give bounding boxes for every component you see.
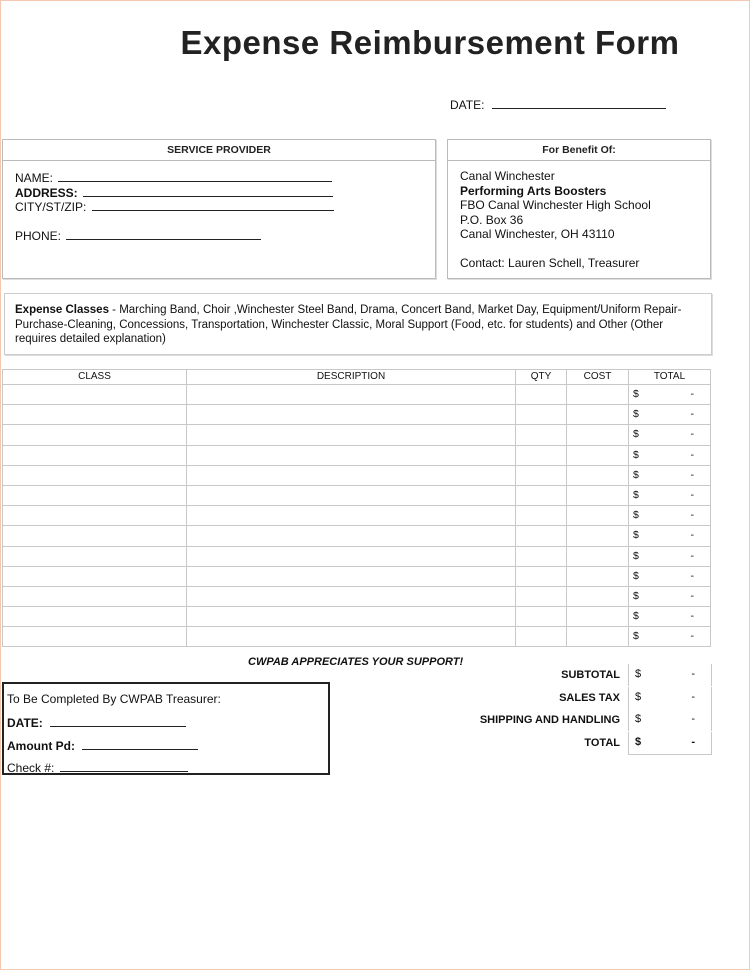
expense-classes-text xyxy=(5,294,711,347)
table-row xyxy=(3,586,711,606)
sales-tax-label: SALES TAX xyxy=(559,692,620,704)
qty-cell[interactable] xyxy=(516,465,567,485)
col-header-description: DESCRIPTION xyxy=(187,370,516,385)
address-label: ADDRESS: xyxy=(15,185,78,200)
cost-cell[interactable] xyxy=(567,627,629,647)
col-header-class: CLASS xyxy=(3,370,187,385)
total-cell[interactable] xyxy=(629,546,711,566)
description-cell[interactable] xyxy=(187,445,516,465)
treasurer-box xyxy=(2,682,330,775)
table-row xyxy=(3,445,711,465)
subtotal-label: SUBTOTAL xyxy=(561,669,620,681)
description-cell[interactable] xyxy=(187,627,516,647)
total-value: - xyxy=(691,736,695,748)
row-total-value: - xyxy=(690,610,694,623)
qty-cell[interactable] xyxy=(516,425,567,445)
description-cell[interactable] xyxy=(187,405,516,425)
class-cell[interactable] xyxy=(3,485,187,505)
row-total-value: - xyxy=(690,388,694,400)
currency-symbol: $ xyxy=(635,668,642,680)
currency-symbol: $ xyxy=(633,509,639,522)
table-row xyxy=(3,607,711,627)
total-cell[interactable] xyxy=(629,506,711,526)
row-total-value: - xyxy=(690,630,694,643)
description-cell[interactable] xyxy=(187,566,516,586)
table-header-row xyxy=(3,370,711,385)
row-total-value: - xyxy=(690,408,694,421)
currency-symbol: $ xyxy=(635,691,642,703)
benefit-line-2: Performing Arts Boosters xyxy=(460,183,607,198)
total-cell[interactable] xyxy=(629,405,711,425)
sales-tax-cell[interactable] xyxy=(628,687,712,709)
page-title: Expense Reimbursement Form xyxy=(180,24,680,61)
shipping-label: SHIPPING AND HANDLING xyxy=(479,714,620,726)
currency-symbol: $ xyxy=(633,630,639,643)
class-cell[interactable] xyxy=(3,465,187,485)
cost-cell[interactable] xyxy=(567,385,629,405)
description-cell[interactable] xyxy=(187,385,516,405)
total-cell[interactable] xyxy=(629,607,711,627)
qty-cell[interactable] xyxy=(516,526,567,546)
table-row xyxy=(3,506,711,526)
date-line[interactable] xyxy=(492,96,666,109)
currency-symbol: $ xyxy=(633,428,639,441)
class-cell[interactable] xyxy=(3,506,187,526)
service-provider-header: SERVICE PROVIDER xyxy=(3,140,435,161)
cost-cell[interactable] xyxy=(567,425,629,445)
address-field[interactable] xyxy=(15,184,435,199)
currency-symbol: $ xyxy=(633,569,639,582)
appreciation-note: CWPAB APPRECIATES YOUR SUPPORT! xyxy=(248,656,464,668)
currency-symbol: $ xyxy=(633,610,639,623)
qty-cell[interactable] xyxy=(516,627,567,647)
currency-symbol: $ xyxy=(635,736,642,748)
phone-line[interactable] xyxy=(66,227,261,240)
check-number-line[interactable] xyxy=(60,759,188,772)
benefit-line-3: FBO Canal Winchester High School xyxy=(460,198,651,212)
subtotal-value: - xyxy=(691,668,695,680)
total-cell[interactable] xyxy=(629,425,711,445)
cost-cell[interactable] xyxy=(567,586,629,606)
table-row xyxy=(3,385,711,405)
currency-symbol: $ xyxy=(633,448,639,461)
cost-cell[interactable] xyxy=(567,526,629,546)
class-cell[interactable] xyxy=(3,385,187,405)
qty-cell[interactable] xyxy=(516,405,567,425)
cost-cell[interactable] xyxy=(567,405,629,425)
currency-symbol: $ xyxy=(635,713,642,725)
cost-cell[interactable] xyxy=(567,546,629,566)
currency-symbol: $ xyxy=(633,468,639,481)
row-total-value: - xyxy=(690,468,694,481)
col-header-cost: COST xyxy=(567,370,629,385)
treasurer-date-field[interactable] xyxy=(7,714,186,730)
currency-symbol: $ xyxy=(633,408,639,421)
row-total-value: - xyxy=(690,428,694,441)
class-cell[interactable] xyxy=(3,445,187,465)
total-cell[interactable] xyxy=(629,566,711,586)
phone-field[interactable] xyxy=(15,227,435,242)
expense-classes-list: - Marching Band, Choir ,Winchester Steel Band, Drama, Concert Band, Market Day, Equipment/Uniform Repair-Purchase-Cleaning, Concessions, Transportation, Winchester Classic, Moral Support (Food, etc. for students) and Other (Other requires detailed explanation) xyxy=(15,304,682,345)
class-cell[interactable] xyxy=(3,526,187,546)
qty-cell[interactable] xyxy=(516,546,567,566)
amount-paid-line[interactable] xyxy=(82,737,198,750)
qty-cell[interactable] xyxy=(516,485,567,505)
total-cell[interactable] xyxy=(629,586,711,606)
benefit-line-5: Canal Winchester, OH 43110 xyxy=(460,227,615,241)
description-cell[interactable] xyxy=(187,546,516,566)
currency-symbol: $ xyxy=(633,549,639,562)
date-field[interactable] xyxy=(450,96,666,112)
currency-symbol: $ xyxy=(633,589,639,602)
total-cell[interactable] xyxy=(629,385,711,405)
total-cell[interactable] xyxy=(628,732,712,755)
cost-cell[interactable] xyxy=(567,566,629,586)
qty-cell[interactable] xyxy=(516,607,567,627)
check-number-label: Check #: xyxy=(7,761,55,775)
cost-cell[interactable] xyxy=(567,506,629,526)
total-cell[interactable] xyxy=(629,445,711,465)
qty-cell[interactable] xyxy=(516,385,567,405)
currency-symbol: $ xyxy=(633,388,639,400)
row-total-value: - xyxy=(690,589,694,602)
benefit-header: For Benefit Of: xyxy=(448,140,710,161)
description-cell[interactable] xyxy=(187,485,516,505)
shipping-value: - xyxy=(691,713,695,725)
cost-cell[interactable] xyxy=(567,485,629,505)
row-total-value: - xyxy=(690,448,694,461)
table-row xyxy=(3,465,711,485)
benefit-line-1: Canal Winchester xyxy=(460,169,555,183)
description-cell[interactable] xyxy=(187,586,516,606)
amount-paid-label: Amount Pd: xyxy=(7,739,75,753)
table-row xyxy=(3,627,711,647)
row-total-value: - xyxy=(690,569,694,582)
currency-symbol: $ xyxy=(633,529,639,542)
service-provider-box xyxy=(2,139,436,279)
description-cell[interactable] xyxy=(187,506,516,526)
table-row xyxy=(3,546,711,566)
name-label: NAME: xyxy=(15,171,54,185)
benefit-contact: Contact: Lauren Schell, Treasurer xyxy=(460,256,640,270)
total-cell[interactable] xyxy=(629,485,711,505)
row-total-value: - xyxy=(690,549,694,562)
row-total-value: - xyxy=(690,529,694,542)
qty-cell[interactable] xyxy=(516,445,567,465)
table-row xyxy=(3,566,711,586)
city-line[interactable] xyxy=(92,198,334,211)
name-field[interactable] xyxy=(15,169,435,184)
date-label: DATE: xyxy=(450,98,485,112)
cost-cell[interactable] xyxy=(567,607,629,627)
description-cell[interactable] xyxy=(187,425,516,445)
description-cell[interactable] xyxy=(187,526,516,546)
expense-classes-box xyxy=(4,293,712,355)
qty-cell[interactable] xyxy=(516,506,567,526)
expense-table xyxy=(2,369,711,647)
col-header-qty: QTY xyxy=(516,370,567,385)
amount-paid-field[interactable] xyxy=(7,737,198,753)
class-cell[interactable] xyxy=(3,586,187,606)
total-cell[interactable] xyxy=(629,465,711,485)
table-row xyxy=(3,425,711,445)
class-cell[interactable] xyxy=(3,405,187,425)
cost-cell[interactable] xyxy=(567,465,629,485)
table-row xyxy=(3,485,711,505)
qty-cell[interactable] xyxy=(516,586,567,606)
table-row xyxy=(3,405,711,425)
sales-tax-value: - xyxy=(691,691,695,703)
name-line[interactable] xyxy=(58,169,332,182)
total-label: TOTAL xyxy=(584,737,620,749)
col-header-total: TOTAL xyxy=(629,370,711,385)
shipping-cell[interactable] xyxy=(628,709,712,731)
benefit-box xyxy=(447,139,711,279)
cost-cell[interactable] xyxy=(567,445,629,465)
table-row xyxy=(3,526,711,546)
row-total-value: - xyxy=(690,509,694,522)
qty-cell[interactable] xyxy=(516,566,567,586)
description-cell[interactable] xyxy=(187,607,516,627)
class-cell[interactable] xyxy=(3,425,187,445)
city-label: CITY/ST/ZIP: xyxy=(15,200,87,214)
expense-classes-label: Expense Classes xyxy=(15,304,109,316)
benefit-line-4: P.O. Box 36 xyxy=(460,212,524,227)
class-cell[interactable] xyxy=(3,566,187,586)
treasurer-date-line[interactable] xyxy=(50,714,186,727)
subtotal-cell[interactable] xyxy=(628,664,712,686)
currency-symbol: $ xyxy=(633,488,639,501)
check-number-field[interactable] xyxy=(7,759,188,775)
class-cell[interactable] xyxy=(3,546,187,566)
description-cell[interactable] xyxy=(187,465,516,485)
treasurer-date-label: DATE: xyxy=(7,716,43,730)
class-cell[interactable] xyxy=(3,627,187,647)
total-cell[interactable] xyxy=(629,526,711,546)
city-field[interactable] xyxy=(15,198,435,213)
treasurer-heading: To Be Completed By CWPAB Treasurer: xyxy=(7,692,221,706)
row-total-value: - xyxy=(690,488,694,501)
phone-label: PHONE: xyxy=(15,229,62,243)
address-line[interactable] xyxy=(83,184,333,197)
class-cell[interactable] xyxy=(3,607,187,627)
total-cell[interactable] xyxy=(629,627,711,647)
